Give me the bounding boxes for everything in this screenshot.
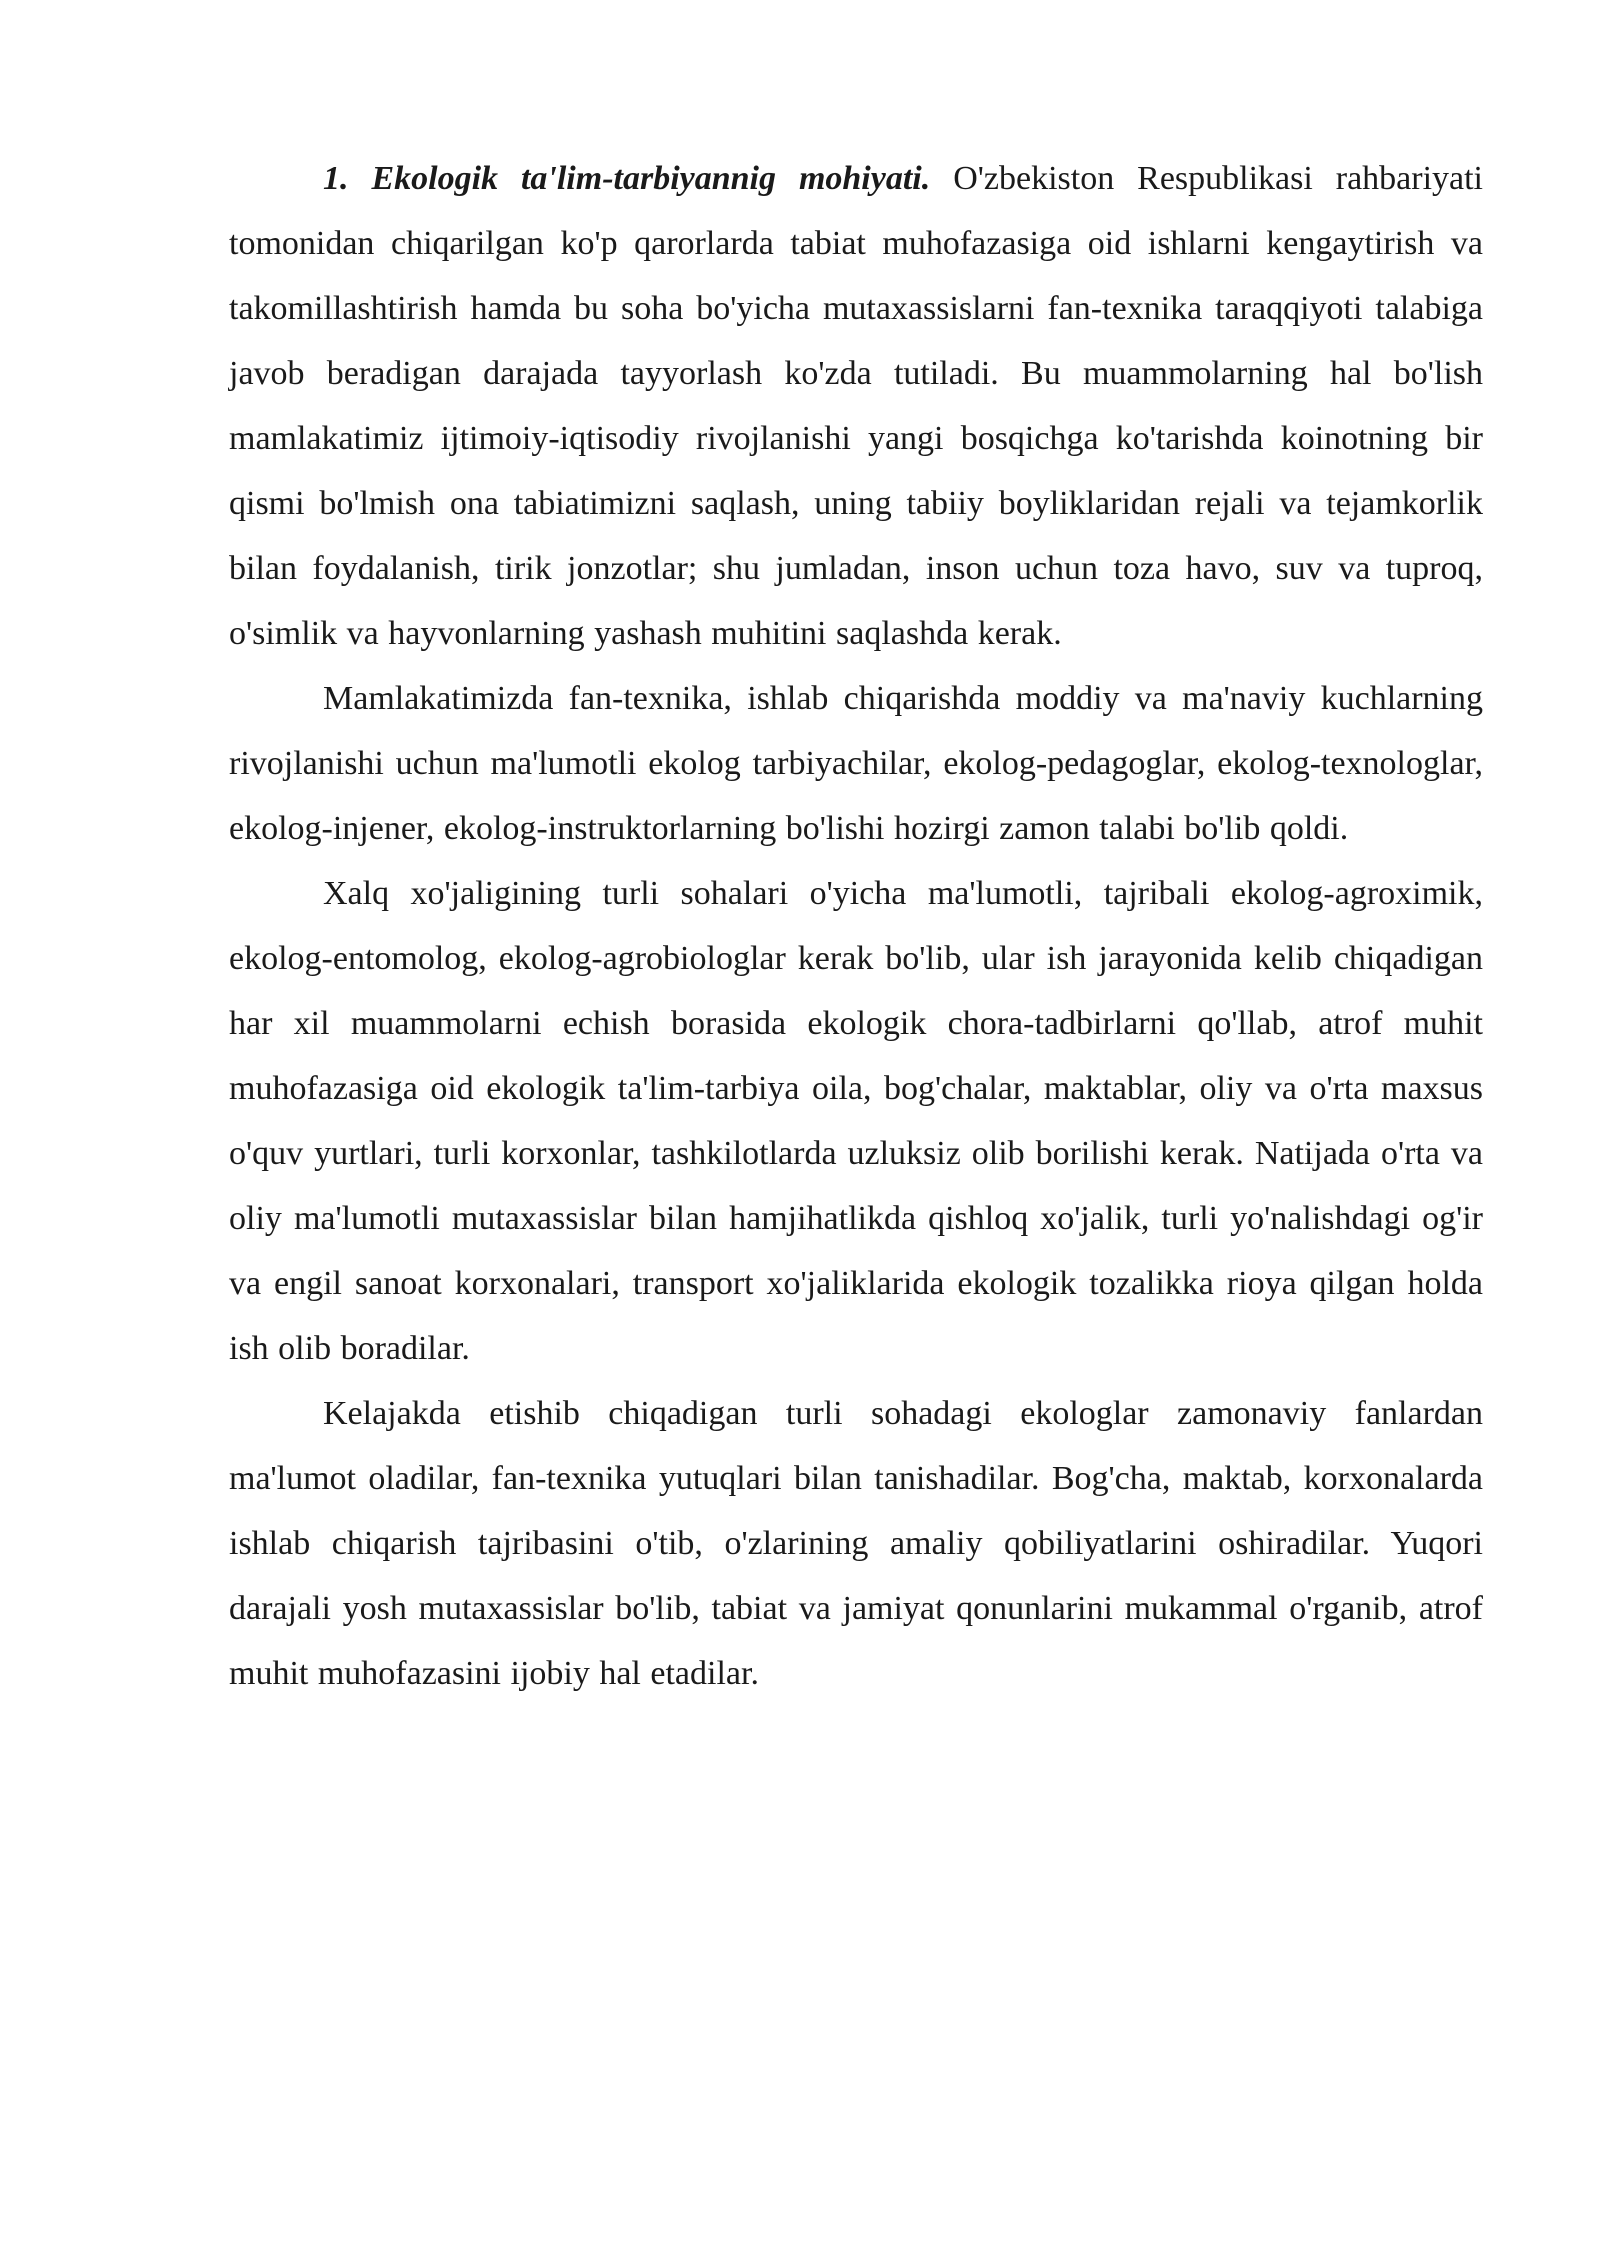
paragraph-2: Mamlakatimizda fan-texnika, ishlab chiqarishda moddiy va ma'naviy kuchlarning rivojlanishi uchun ma'lumotli ekolog tarbiyachilar, ekolog-pedagoglar, ekolog-texnologlar, ekolog-injener, ekolog-instruktorlarning bo'lishi hozirgi zamon talabi bo'lib qoldi. — [229, 680, 1483, 847]
document-page — [229, 146, 1483, 1706]
paragraph-1-text: O'zbekiston Respublikasi rahbariyati tomonidan chiqarilgan ko'p qarorlarda tabiat muhofazasiga oid ishlarni kengaytirish va takomillashtirish hamda bu soha bo'yicha mutaxassislarni fan-texnika taraqqiyoti talabiga javob beradigan darajada tayyorlash ko'zda tutiladi. Bu muammolarning hal bo'lish mamlakatimiz ijtimoiy-iqtisodiy rivojlanishi yangi bosqichga ko'tarishda koinotning bir qismi bo'lmish ona tabiatimizni saqlash, uning tabiiy boyliklaridan rejali va tejamkorlik bilan foydalanish, tirik jonzotlar; shu jumladan, inson uchun toza havo, suv va tuproq, o'simlik va hayvonlarning yashash muhitini saqlashda kerak. — [229, 160, 1484, 652]
paragraph-4: Kelajakda etishib chiqadigan turli sohadagi ekologlar zamonaviy fanlardan ma'lumot oladilar, fan-texnika yutuqlari bilan tanishadilar. Bog'cha, maktab, korxonalarda ishlab chiqarish tajribasini o'tib, o'zlarining amaliy qobiliyatlarini oshiradilar. Yuqori darajali yosh mutaxassislar bo'lib, tabiat va jamiyat qonunlarini mukammal o'rganib, atrof muhit muhofazasini ijobiy hal etadilar. — [229, 1395, 1483, 1692]
paragraph-1 — [229, 146, 1483, 666]
paragraph-3: Xalq xo'jaligining turli sohalari o'yicha ma'lumotli, tajribali ekolog-agroximik, ekolog-entomolog, ekolog-agrobiologlar kerak bo'lib, ular ish jarayonida kelib chiqadigan har xil muammolarni echish borasida ekologik chora-tadbirlarni qo'llab, atrof muhit muhofazasiga oid ekologik ta'lim-tarbiya oila, bog'chalar, maktablar, oliy va o'rta maxsus o'quv yurtlari, turli korxonlar, tashkilotlarda uzluksiz olib borilishi kerak. Natijada o'rta va oliy ma'lumotli mutaxassislar bilan hamjihatlikda qishloq xo'jalik, turli yo'nalishdagi og'ir va engil sanoat korxonalari, transport xo'jaliklarida ekologik tozalikka rioya qilgan holda ish olib boradilar. — [229, 875, 1483, 1367]
section-heading: 1. Ekologik ta'lim-tarbiyannig mohiyati. — [323, 160, 931, 197]
